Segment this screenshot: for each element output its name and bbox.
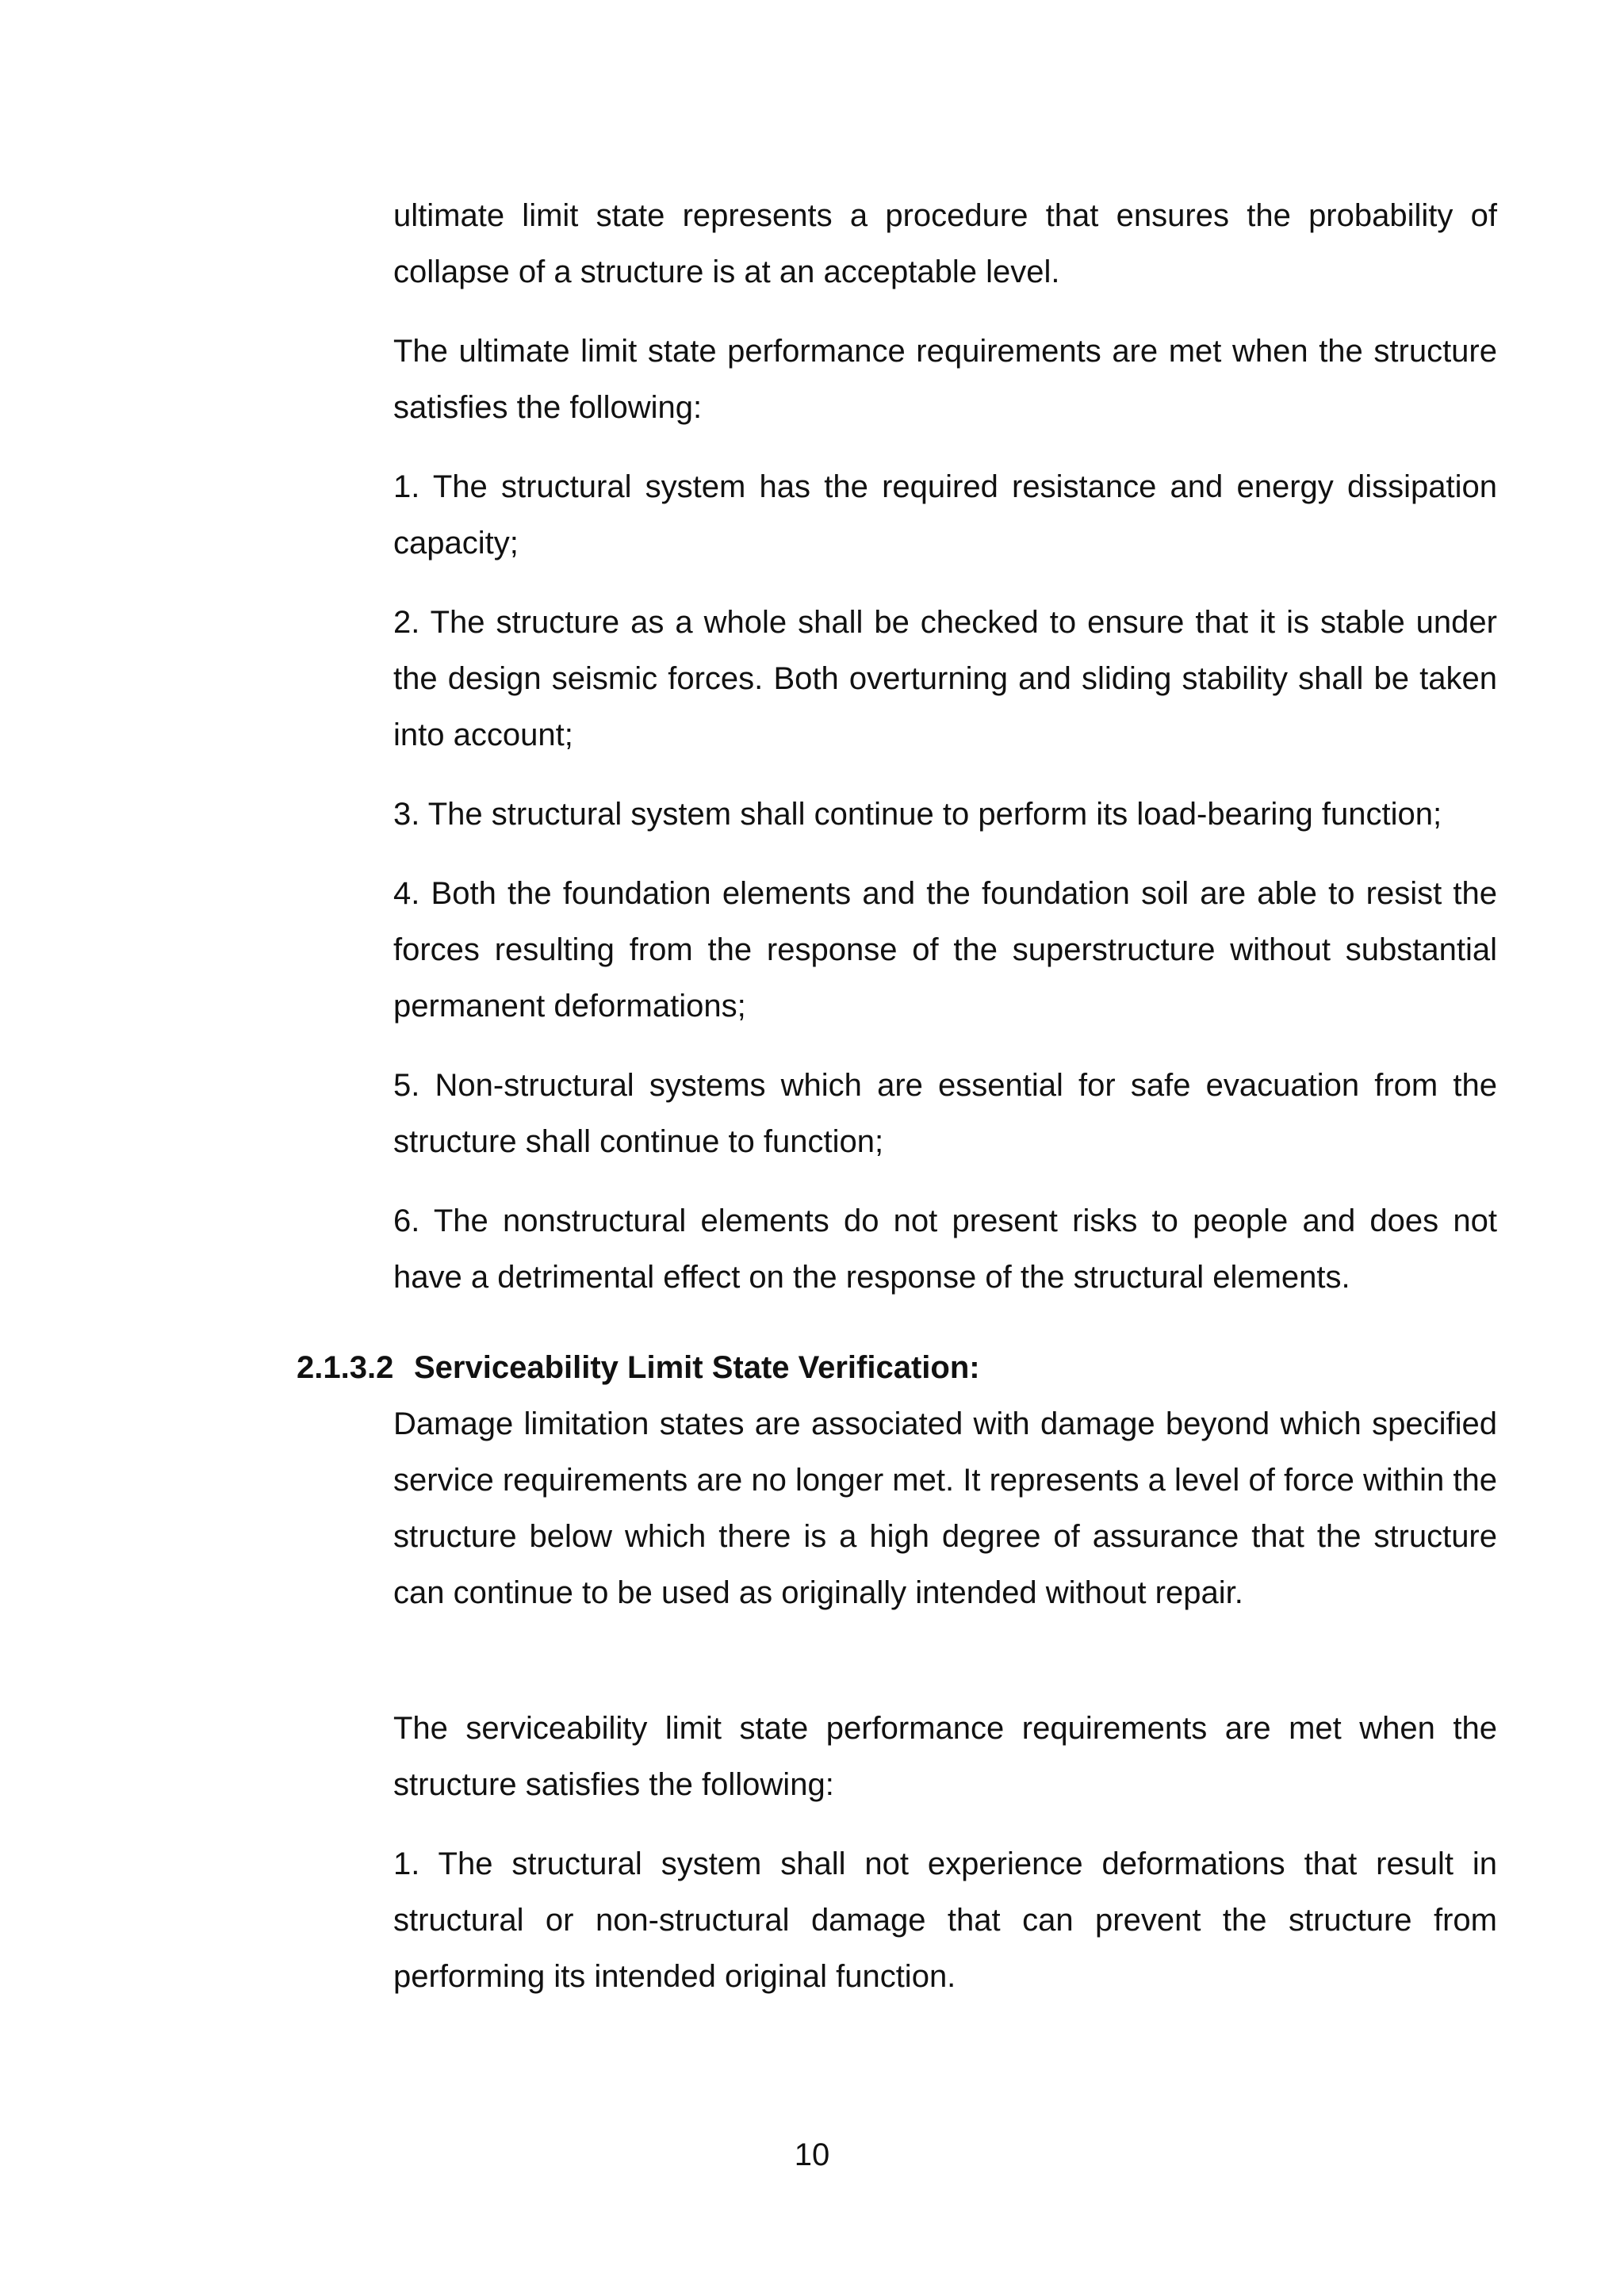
- page-number: 10: [794, 2137, 830, 2172]
- list-item-sls-1: 1. The structural system shall not experience deformations that result in structural or non-structural damage that can prevent the structure from performing its intended original function.: [393, 1846, 1497, 1994]
- paragraph-ultimate-requirements-lead: The ultimate limit state performance requirements are met when the structure satisfies the following:: [393, 334, 1497, 425]
- list-item-uls-5: 5. Non-structural systems which are essential for safe evacuation from the structure shall continue to function;: [393, 1068, 1497, 1159]
- paragraph-ultimate-limit-state-intro: ultimate limit state represents a procedure that ensures the probability of collapse of a structure is at an acceptable level.: [393, 198, 1497, 289]
- section-heading: [297, 1340, 980, 1396]
- list-item-uls-3: 3. The structural system shall continue to perform its load-bearing function;: [393, 797, 1442, 832]
- list-item-uls-4: 4. Both the foundation elements and the foundation soil are able to resist the forces resulting from the response of the superstructure without substantial permanent deformations;: [393, 876, 1497, 1024]
- list-item-uls-6: 6. The nonstructural elements do not present risks to people and does not have a detrimental effect on the response of the structural elements.: [393, 1203, 1497, 1295]
- list-item-uls-1: 1. The structural system has the required resistance and energy dissipation capacity;: [393, 469, 1497, 561]
- section-number: 2.1.3.2: [297, 1350, 394, 1385]
- paragraph-serviceability-requirements-lead: The serviceability limit state performance requirements are met when the structure satisfies the following:: [393, 1711, 1497, 1802]
- paragraph-damage-limitation: Damage limitation states are associated with damage beyond which specified service requirements are no longer met. It represents a level of force within the structure below which there is a high degree of assurance that the structure can continue to be used as originally intended without repair.: [393, 1406, 1497, 1610]
- section-title: Serviceability Limit State Verification:: [414, 1350, 980, 1385]
- list-item-uls-2: 2. The structure as a whole shall be checked to ensure that it is stable under the design seismic forces. Both overturning and sliding stability shall be taken into account;: [393, 605, 1497, 752]
